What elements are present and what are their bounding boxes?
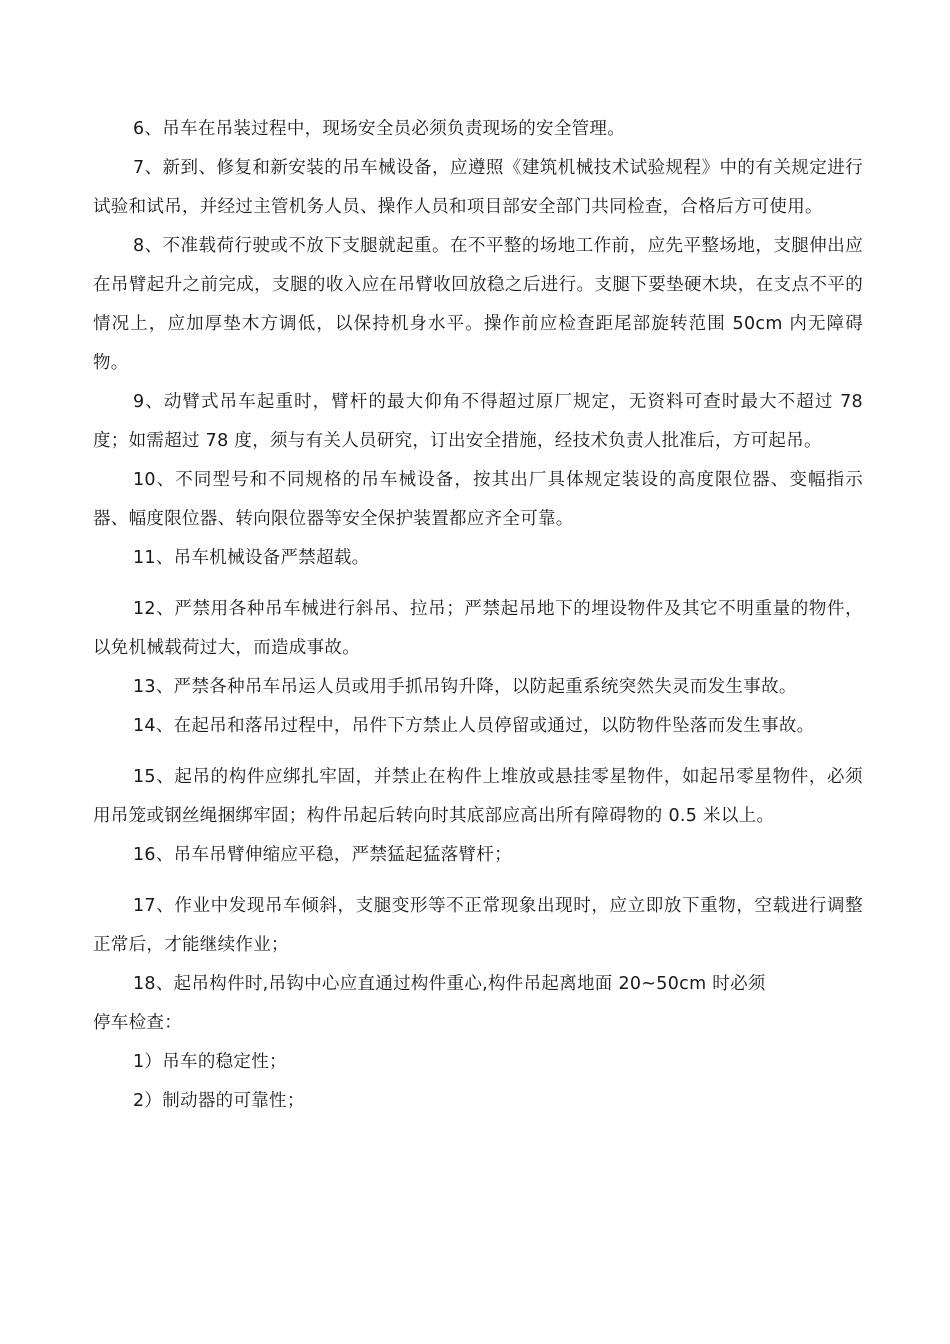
paragraph-18: 18、起吊构件时,吊钩中心应直通过构件重心,构件吊起离地面 20~50cm 时必须	[133, 974, 766, 994]
paragraph-9: 9、动臂式吊车起重时，臂杆的最大仰角不得超过原厂规定，无资料可查时最大不超过 78 度；如需超过 78 度，须与有关人员研究，订出安全措施，经技术负责人批准后，方可起吊。	[93, 392, 863, 451]
paragraph-14: 14、在起吊和落吊过程中，吊件下方禁止人员停留或通过，以防物件坠落而发生事故。	[133, 716, 815, 736]
paragraph-10: 10、不同型号和不同规格的吊车械设备，按其出厂具体规定装设的高度限位器、变幅指示器、幅度限位器、转向限位器等安全保护装置都应齐全可靠。	[93, 470, 863, 529]
document-page	[93, 110, 863, 1121]
paragraph-12: 12、严禁用各种吊车械进行斜吊、拉吊；严禁起吊地下的埋设物件及其它不明重量的物件，以免机械载荷过大，而造成事故。	[93, 599, 863, 658]
paragraph-15: 15、起吊的构件应绑扎牢固，并禁止在构件上堆放或悬挂零星物件，如起吊零星物件，必须用吊笼或钢丝绳捆绑牢固；构件吊起后转向时其底部应高出所有障碍物的 0.5 米以上。	[93, 767, 863, 826]
paragraph-8: 8、不准载荷行驶或不放下支腿就起重。在不平整的场地工作前，应先平整场地，支腿伸出应在吊臂起升之前完成，支腿的收入应在吊臂收回放稳之后进行。支腿下要垫硬木块，在支点不平的情况上，应加厚垫木方调低，以保持机身水平。操作前应检查距尾部旋转范围 50cm 内无障碍物。	[93, 236, 863, 373]
sub-item-2: 2）制动器的可靠性；	[133, 1091, 305, 1111]
paragraph-17: 17、作业中发现吊车倾斜，支腿变形等不正常现象出现时，应立即放下重物，空载进行调整正常后，才能继续作业；	[93, 896, 863, 955]
paragraph-6: 6、吊车在吊装过程中，现场安全员必须负责现场的安全管理。	[133, 119, 626, 139]
paragraph-13: 13、严禁各种吊车吊运人员或用手抓吊钩升降，以防起重系统突然失灵而发生事故。	[133, 677, 797, 697]
paragraph-16: 16、吊车吊臂伸缩应平稳，严禁猛起猛落臂杆；	[133, 845, 512, 865]
paragraph-18-continuation: 停车检查：	[93, 1013, 182, 1033]
paragraph-7: 7、新到、修复和新安装的吊车械设备，应遵照《建筑机械技术试验规程》中的有关规定进行试验和试吊，并经过主管机务人员、操作人员和项目部安全部门共同检查，合格后方可使用。	[93, 158, 863, 217]
sub-item-1: 1）吊车的稳定性；	[133, 1052, 287, 1072]
paragraph-11: 11、吊车机械设备严禁超载。	[133, 548, 370, 568]
